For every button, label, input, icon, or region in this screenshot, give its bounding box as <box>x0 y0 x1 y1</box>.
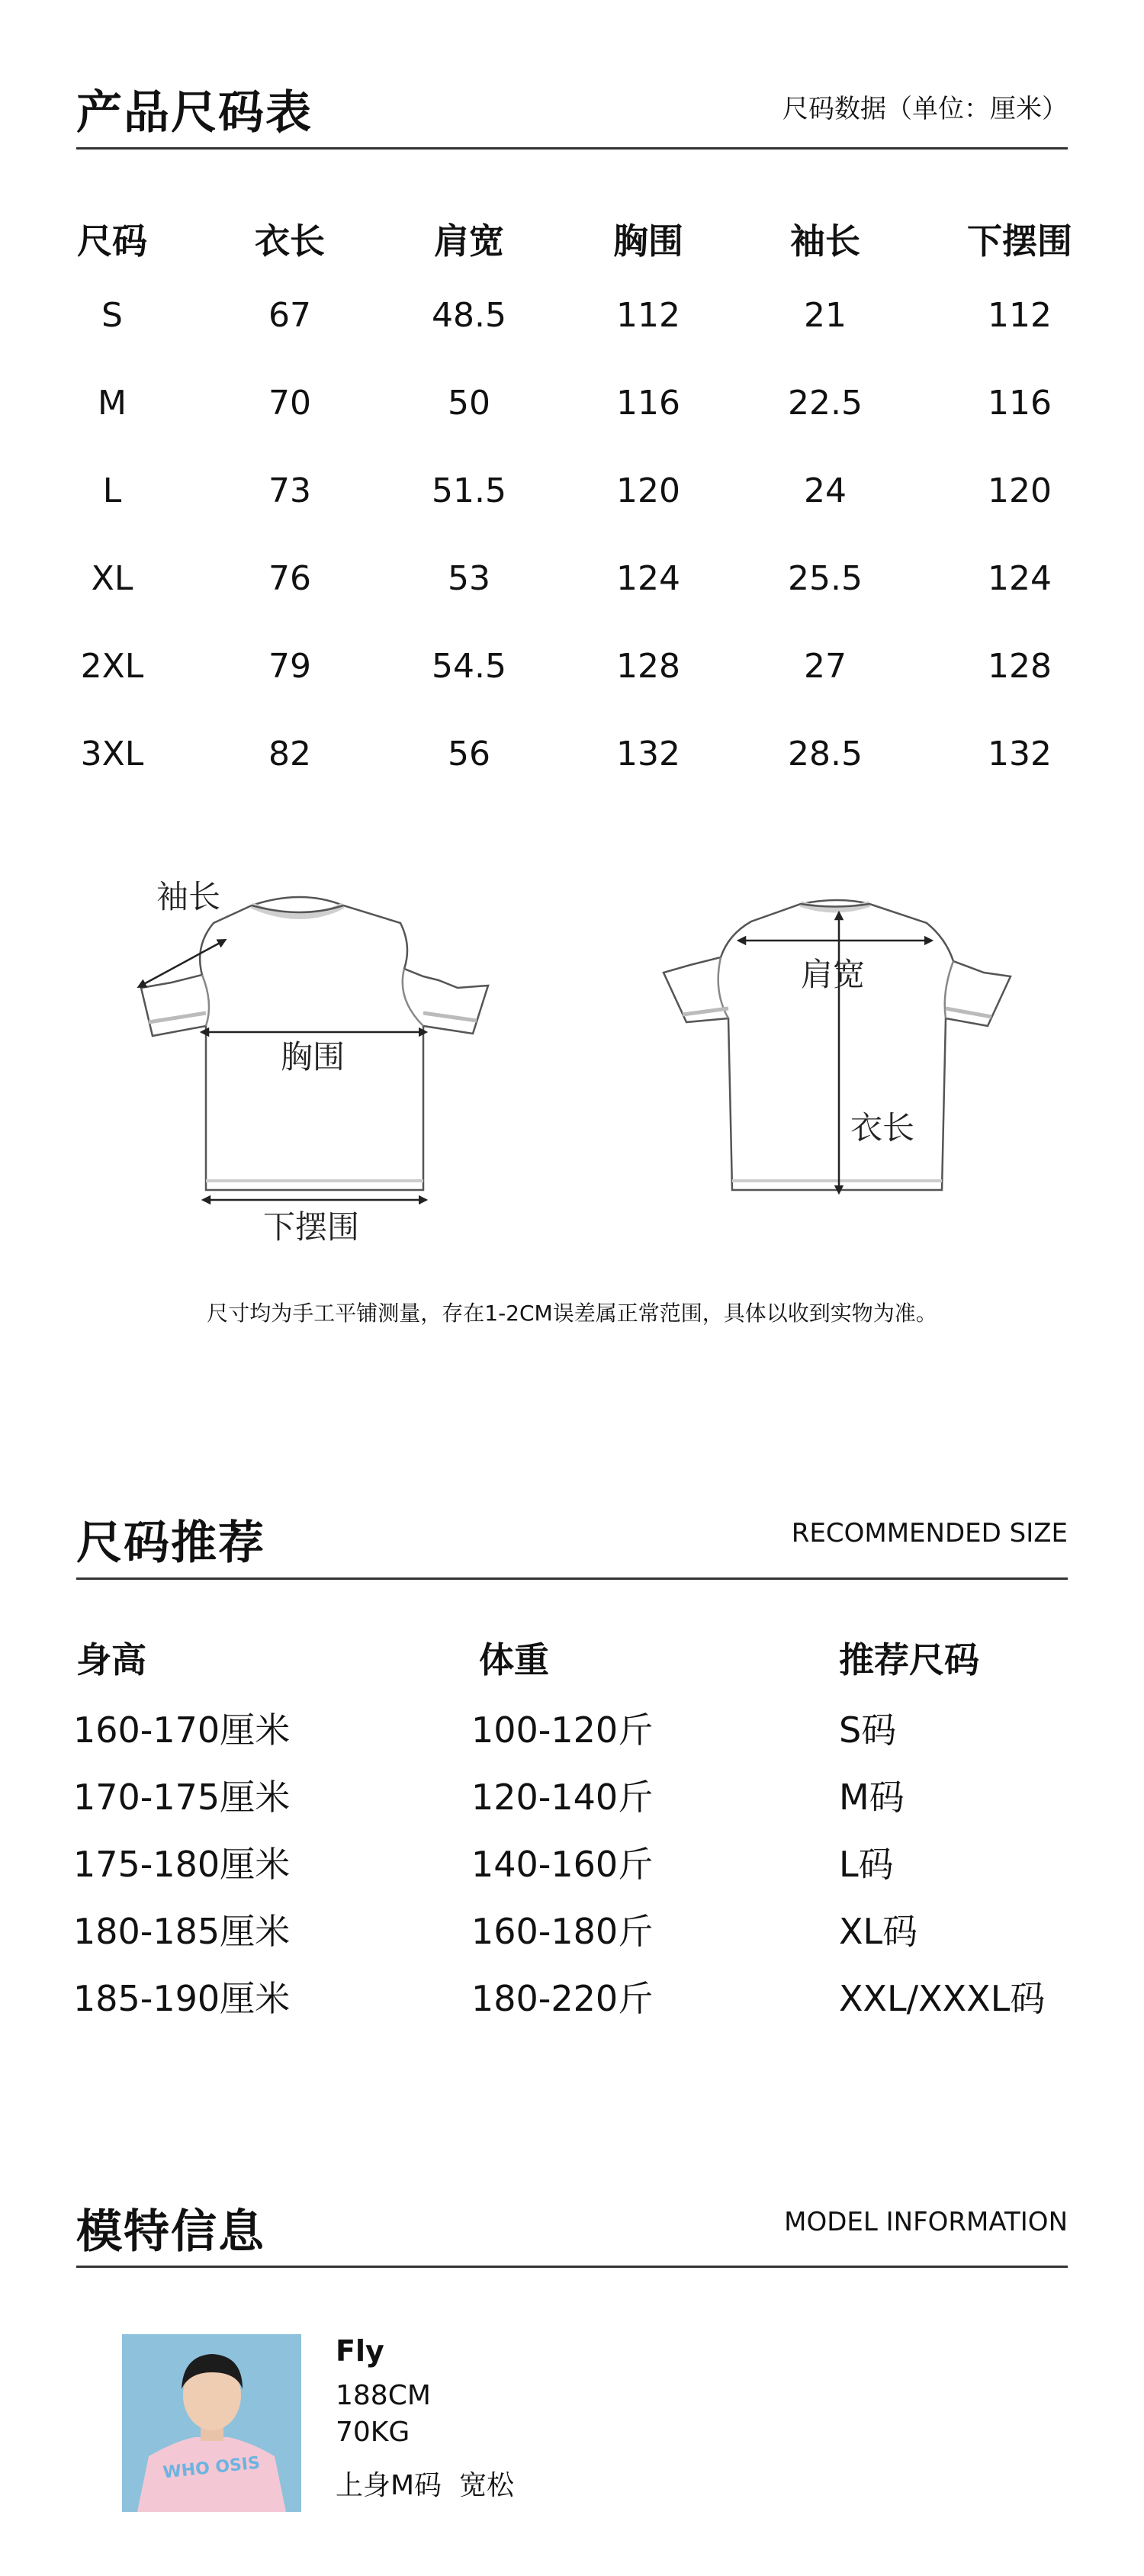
recommend-cell: 160-170厘米 <box>73 1709 291 1751</box>
measurement-diagram <box>0 862 1144 1266</box>
size-cell: S <box>101 296 123 335</box>
divider <box>76 1577 1068 1580</box>
model-name: Fly <box>336 2334 384 2368</box>
size-cell: 132 <box>616 735 680 773</box>
model-title: 模特信息 <box>76 2205 265 2259</box>
sleeve-label: 袖长 <box>156 878 221 915</box>
hem-label: 下摆围 <box>263 1208 360 1246</box>
size-header: 衣长 <box>255 220 325 262</box>
size-header: 肩宽 <box>434 220 504 262</box>
size-cell: 50 <box>448 384 490 423</box>
recommend-cell: 160-180斤 <box>471 1911 654 1952</box>
length-label: 衣长 <box>850 1109 915 1146</box>
size-cell: 53 <box>448 559 490 598</box>
size-cell: 21 <box>804 296 847 335</box>
size-cell: 112 <box>988 296 1052 335</box>
recommend-cell: 120-140斤 <box>471 1777 654 1818</box>
model-weight: 70KG <box>336 2417 410 2448</box>
size-cell: 124 <box>988 559 1052 598</box>
recommend-cell: M码 <box>839 1777 905 1818</box>
recommend-cell: XXL/XXXL码 <box>839 1978 1046 2019</box>
chest-label: 胸围 <box>281 1038 345 1076</box>
size-cell: 3XL <box>80 735 144 773</box>
recommend-header: 身高 <box>76 1639 146 1680</box>
recommend-subtitle: RECOMMENDED SIZE <box>791 1518 1068 1548</box>
size-cell: 2XL <box>80 647 144 686</box>
size-cell: 22.5 <box>788 384 863 423</box>
recommend-header: 推荐尺码 <box>839 1639 979 1680</box>
size-cell: 82 <box>268 735 311 773</box>
size-cell: L <box>102 471 122 510</box>
size-cell: 28.5 <box>788 735 863 773</box>
model-shirt-print: WHO OSIS <box>162 2453 262 2483</box>
divider <box>76 2266 1068 2268</box>
recommend-cell: 140-160斤 <box>471 1844 654 1885</box>
size-cell: 132 <box>988 735 1052 773</box>
size-cell: XL <box>91 559 133 598</box>
size-cell: 128 <box>616 647 680 686</box>
recommend-cell: L码 <box>839 1844 894 1885</box>
size-cell: 48.5 <box>432 296 506 335</box>
size-cell: 54.5 <box>432 647 506 686</box>
recommend-cell: 180-220斤 <box>471 1978 654 2019</box>
size-cell: 116 <box>988 384 1052 423</box>
size-cell: 116 <box>616 384 680 423</box>
recommend-cell: 175-180厘米 <box>73 1844 291 1885</box>
size-table-title: 产品尺码表 <box>76 86 313 140</box>
size-cell: 27 <box>804 647 847 686</box>
measurement-note: 尺寸均为手工平铺测量，存在1-2CM误差属正常范围，具体以收到实物为准。 <box>207 1301 937 1326</box>
recommend-cell: S码 <box>839 1709 897 1751</box>
size-table-subtitle: 尺码数据（单位：厘米） <box>782 94 1068 124</box>
divider <box>76 147 1068 150</box>
model-fit: 上身M码 宽松 <box>336 2470 514 2501</box>
recommend-cell: XL码 <box>839 1911 918 1952</box>
size-cell: 124 <box>616 559 680 598</box>
size-cell: 73 <box>268 471 311 510</box>
size-header: 尺码 <box>77 220 147 262</box>
recommend-header: 体重 <box>479 1639 549 1680</box>
recommend-cell: 180-185厘米 <box>73 1911 291 1952</box>
shoulder-label: 肩宽 <box>801 956 866 993</box>
size-cell: 25.5 <box>788 559 863 598</box>
size-cell: 120 <box>616 471 680 510</box>
recommend-cell: 170-175厘米 <box>73 1777 291 1818</box>
back-tshirt-icon <box>664 900 1011 1190</box>
recommend-title: 尺码推荐 <box>76 1516 265 1570</box>
size-cell: M <box>98 384 127 423</box>
model-subtitle: MODEL INFORMATION <box>784 2207 1068 2237</box>
size-cell: 24 <box>804 471 847 510</box>
size-cell: 67 <box>268 296 311 335</box>
recommend-cell: 185-190厘米 <box>73 1978 291 2019</box>
size-cell: 56 <box>448 735 490 773</box>
size-cell: 51.5 <box>432 471 506 510</box>
model-photo <box>122 2334 301 2512</box>
size-header: 下摆围 <box>967 220 1072 262</box>
size-header: 袖长 <box>790 220 860 262</box>
recommend-cell: 100-120斤 <box>471 1709 654 1751</box>
size-cell: 128 <box>988 647 1052 686</box>
size-cell: 120 <box>988 471 1052 510</box>
size-cell: 112 <box>616 296 680 335</box>
size-cell: 76 <box>268 559 311 598</box>
size-cell: 70 <box>268 384 311 423</box>
size-header: 胸围 <box>613 220 683 262</box>
size-cell: 79 <box>268 647 311 686</box>
model-height: 188CM <box>336 2380 431 2411</box>
